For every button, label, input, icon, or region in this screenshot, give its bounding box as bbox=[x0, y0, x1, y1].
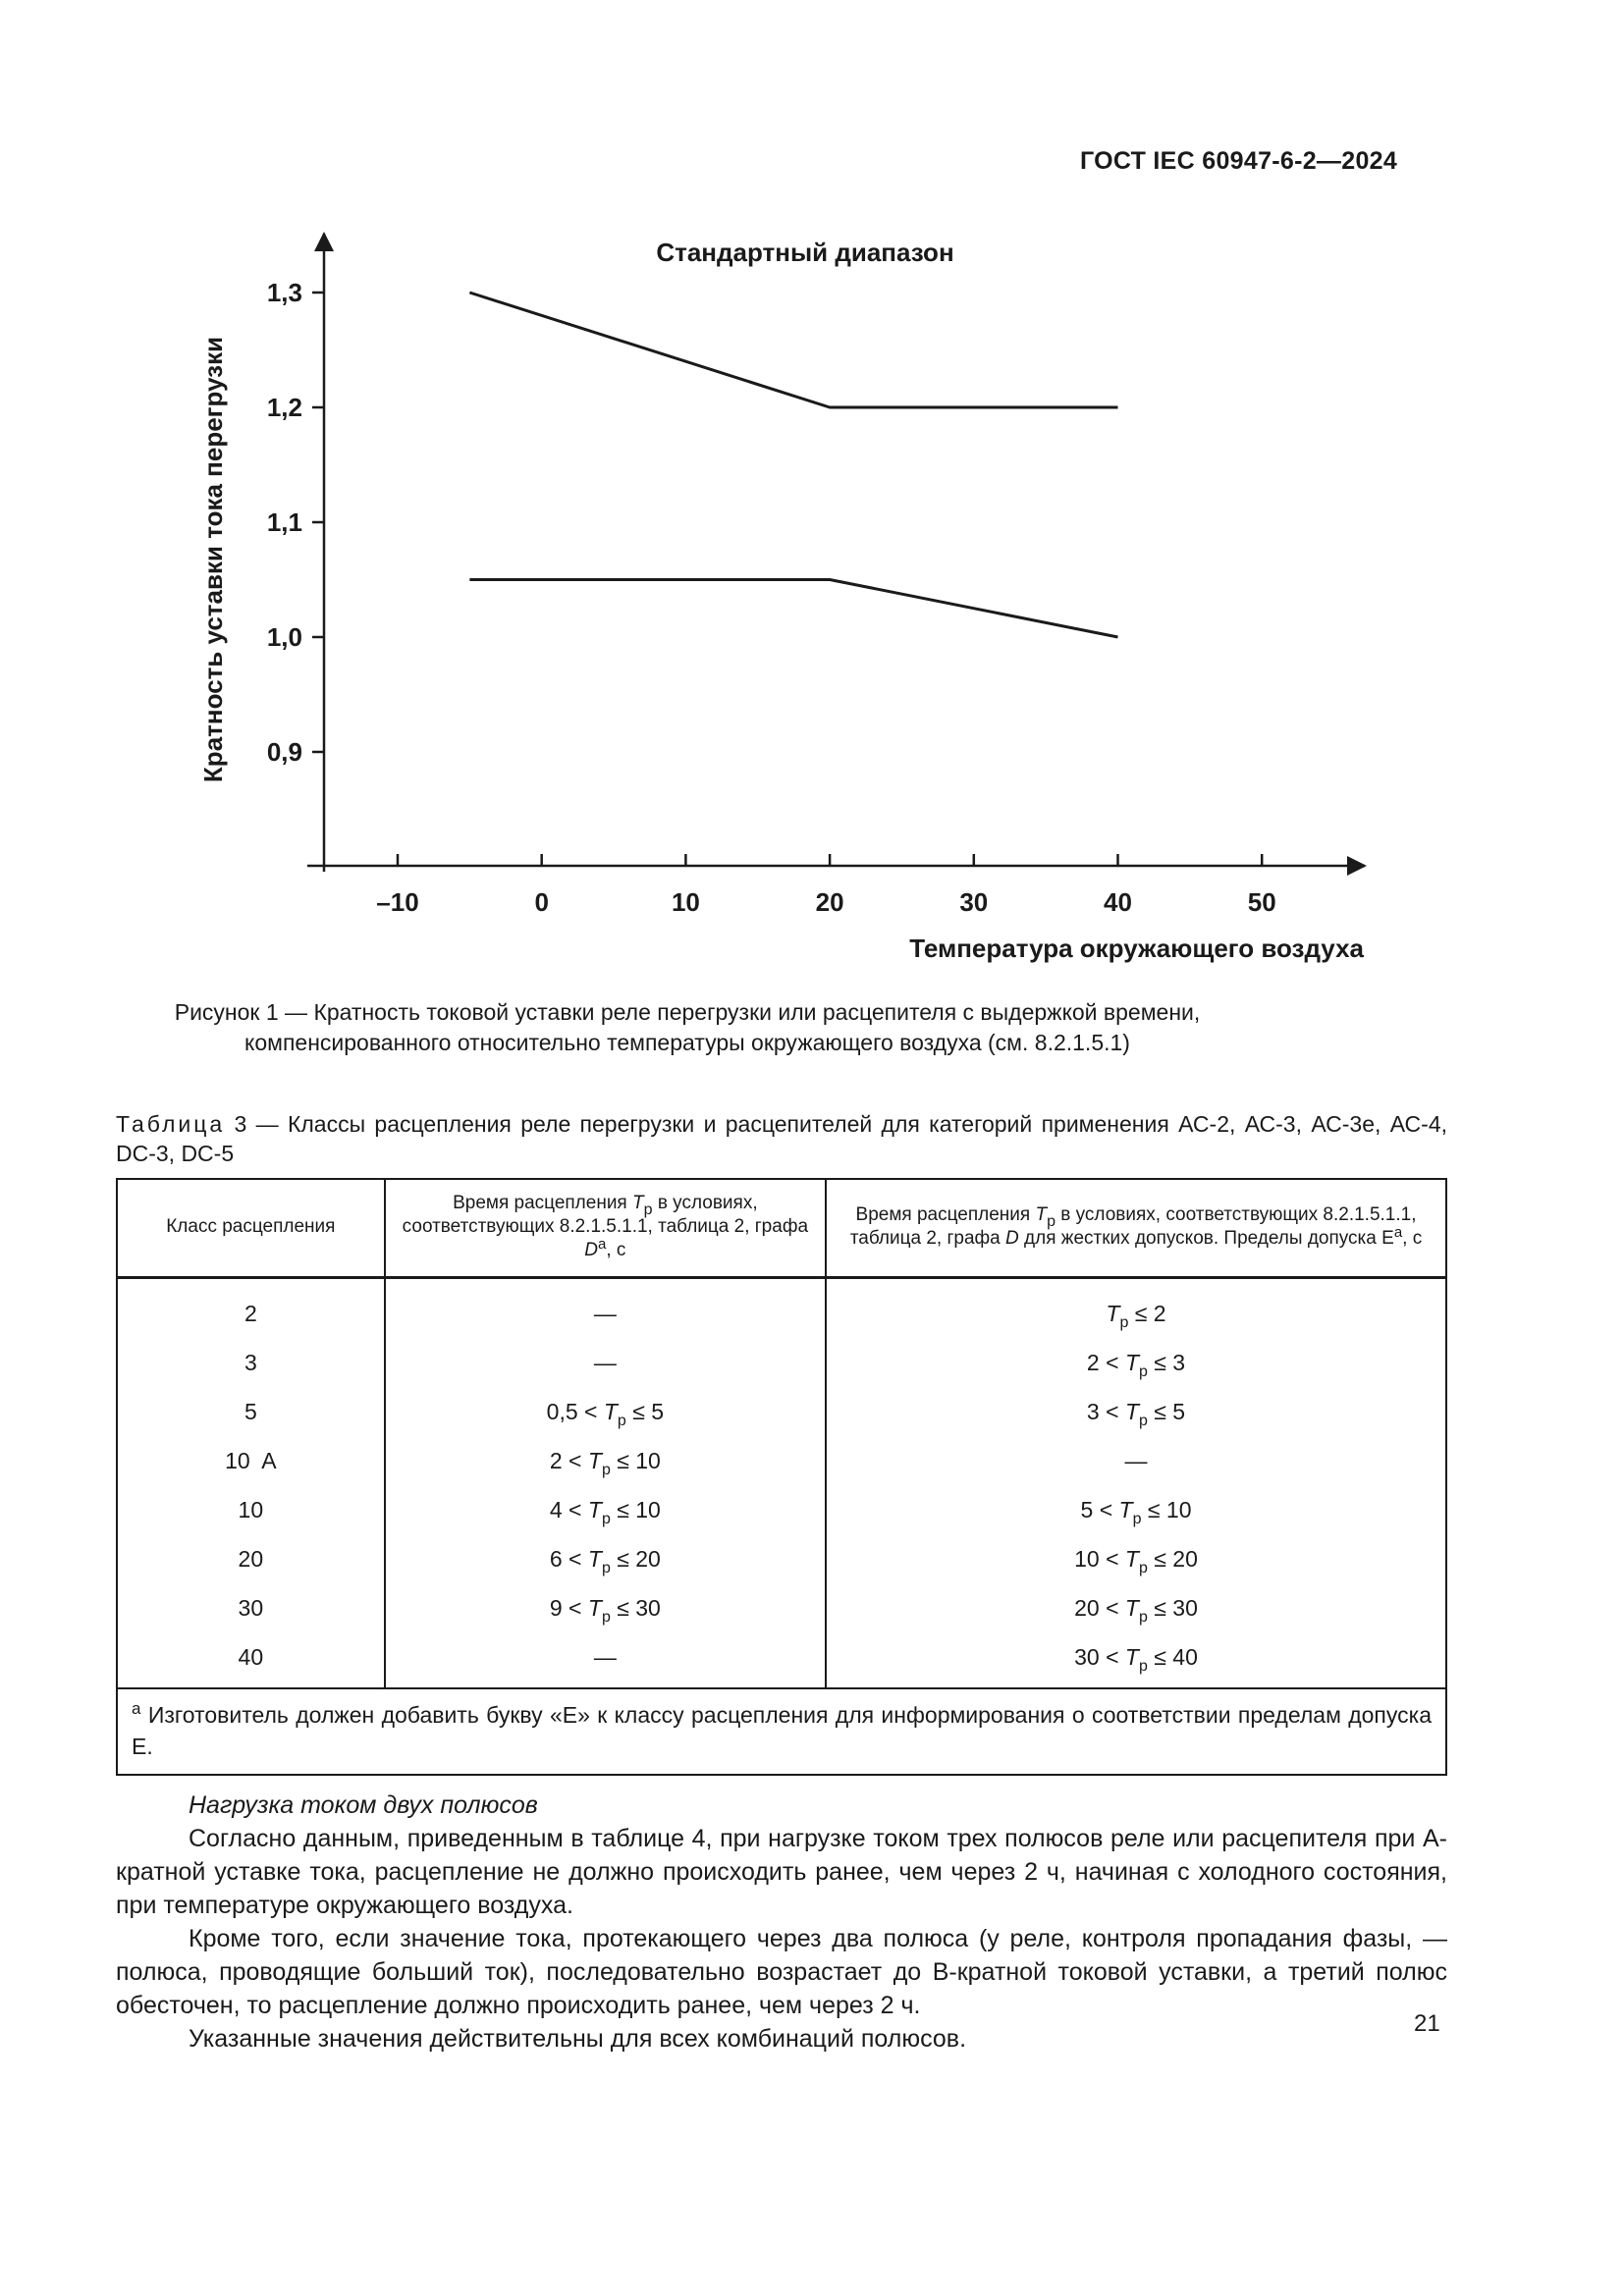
x-tick-label: 30 bbox=[959, 887, 989, 917]
trip-class-table bbox=[116, 1178, 1447, 1776]
cell-class: 2 bbox=[117, 1278, 385, 1339]
series-line-upper bbox=[469, 293, 1117, 407]
x-axis-label: Температура окружающего воздуха bbox=[909, 934, 1364, 963]
y-tick-label: 1,3 bbox=[266, 278, 302, 307]
cell-time-tight: — bbox=[826, 1436, 1446, 1485]
cell-time-d: — bbox=[385, 1632, 826, 1688]
table-row bbox=[117, 1632, 1446, 1688]
footnote-text: Изготовитель должен добавить букву «Е» к классу расцепления для информирования о соответствии пределам допуска Е. bbox=[132, 1702, 1432, 1759]
x-tick-label: 40 bbox=[1104, 887, 1132, 917]
header-trip-time-d: Время расцепления $T_р$ в условиях, соответствующих 8.2.1.5.1.1, таблица 2, графа $D^a$, с bbox=[385, 1179, 826, 1278]
table-title-text: 3 — Классы расцепления реле перегрузки и расцепителей для категорий применения АС-2, АС-3, АС-3е, АС-4, DC-3, DC-5 bbox=[116, 1111, 1448, 1166]
paragraph-3: Указанные значения действительны для всех комбинаций полюсов. bbox=[189, 2025, 967, 2053]
cell-time-d: $9 < T_р \le 30$ bbox=[385, 1583, 826, 1632]
cell-class: 5 bbox=[117, 1387, 385, 1436]
cell-time-d: — bbox=[385, 1338, 826, 1387]
table-row bbox=[117, 1278, 1446, 1339]
cell-time-d: $2 < T_р \le 10$ bbox=[385, 1436, 826, 1485]
x-tick-label: 20 bbox=[815, 887, 844, 917]
section-heading: Нагрузка током двух полюсов bbox=[189, 1791, 538, 1819]
x-tick-label: –10 bbox=[376, 887, 419, 917]
cell-time-tight: $20 < T_р \le 30$ bbox=[826, 1583, 1446, 1632]
series-line-lower bbox=[469, 580, 1117, 638]
cell-time-tight: $3 < T_р \le 5$ bbox=[826, 1387, 1446, 1436]
x-tick-label: 50 bbox=[1247, 887, 1276, 917]
y-tick-label: 0,9 bbox=[266, 737, 302, 767]
cell-class: 3 bbox=[117, 1338, 385, 1387]
cell-time-tight: $5 < T_р \le 10$ bbox=[826, 1485, 1446, 1534]
table-row bbox=[117, 1583, 1446, 1632]
footnote-mark: a bbox=[132, 1699, 141, 1718]
y-axis-label: Кратность уставки тока перегрузки bbox=[198, 336, 228, 783]
table-title bbox=[116, 1109, 1447, 1168]
x-tick-label: 0 bbox=[534, 887, 549, 917]
paragraph-1: Согласно данным, приведенным в таблице 4, при нагрузке током трех полюсов реле или расцепителя при А-кратной уставке тока, расцепление не должно происходить ранее, чем через 2 ч, начиная с холодного состояния, при температуре окружающего воздуха. bbox=[116, 1825, 1447, 1919]
cell-time-d: $0,5 < T_р \le 5$ bbox=[385, 1387, 826, 1436]
table-row bbox=[117, 1534, 1446, 1583]
figure-caption bbox=[157, 997, 1218, 1058]
cell-time-d: — bbox=[385, 1278, 826, 1339]
y-tick-label: 1,0 bbox=[266, 622, 302, 652]
cell-class: 40 bbox=[117, 1632, 385, 1688]
cell-class: 30 bbox=[117, 1583, 385, 1632]
document-code: ГОСТ IEC 60947-6-2—2024 bbox=[1080, 147, 1398, 175]
cell-class: 10 A bbox=[117, 1436, 385, 1485]
table-header-row bbox=[117, 1179, 1446, 1278]
cell-time-d: $6 < T_р \le 20$ bbox=[385, 1534, 826, 1583]
cell-class: 10 bbox=[117, 1485, 385, 1534]
table-footnote bbox=[117, 1688, 1446, 1775]
y-tick-label: 1,2 bbox=[266, 393, 302, 422]
chart-title: Стандартный диапазон bbox=[656, 238, 954, 267]
cell-time-d: $4 < T_р \le 10$ bbox=[385, 1485, 826, 1534]
table-row bbox=[117, 1387, 1446, 1436]
cell-time-tight: $2 < T_р \le 3$ bbox=[826, 1338, 1446, 1387]
table-title-word: Таблица bbox=[116, 1111, 226, 1137]
cell-time-tight: $T_р \le 2$ bbox=[826, 1278, 1446, 1339]
figure-caption-line-2: компенсированного относительно температуры окружающего воздуха (см. 8.2.1.5.1) bbox=[244, 1030, 1130, 1055]
overload-setting-chart bbox=[0, 0, 1624, 982]
figure-caption-line-1: Рисунок 1 — Кратность токовой уставки реле перегрузки или расцепителя с выдержкой времени, bbox=[174, 999, 1201, 1025]
table-row bbox=[117, 1485, 1446, 1534]
cell-time-tight: $10 < T_р \le 20$ bbox=[826, 1534, 1446, 1583]
body-text bbox=[116, 1789, 1447, 2056]
table-row bbox=[117, 1436, 1446, 1485]
page-number: 21 bbox=[1414, 2010, 1440, 2037]
table-footnote-row bbox=[117, 1688, 1446, 1775]
cell-time-tight: $30 < T_р \le 40$ bbox=[826, 1632, 1446, 1688]
table-row bbox=[117, 1338, 1446, 1387]
y-tick-label: 1,1 bbox=[266, 507, 302, 537]
header-trip-time-tight: Время расцепления $T_р$ в условиях, соответствующих 8.2.1.5.1.1, таблица 2, графа D для жестких допусков. Пределы допуска $Е^a$, с bbox=[826, 1179, 1446, 1278]
x-tick-label: 10 bbox=[671, 887, 700, 917]
cell-class: 20 bbox=[117, 1534, 385, 1583]
paragraph-2: Кроме того, если значение тока, протекающего через два полюса (у реле, контроля пропадания фазы, — полюса, проводящие больший ток), последовательно возрастает до В-кратной токовой уставки, а третий полюс обесточен, то расцепление должно происходить ранее, чем через 2 ч. bbox=[116, 1925, 1447, 2019]
header-trip-class: Класс расцепления bbox=[117, 1179, 385, 1278]
